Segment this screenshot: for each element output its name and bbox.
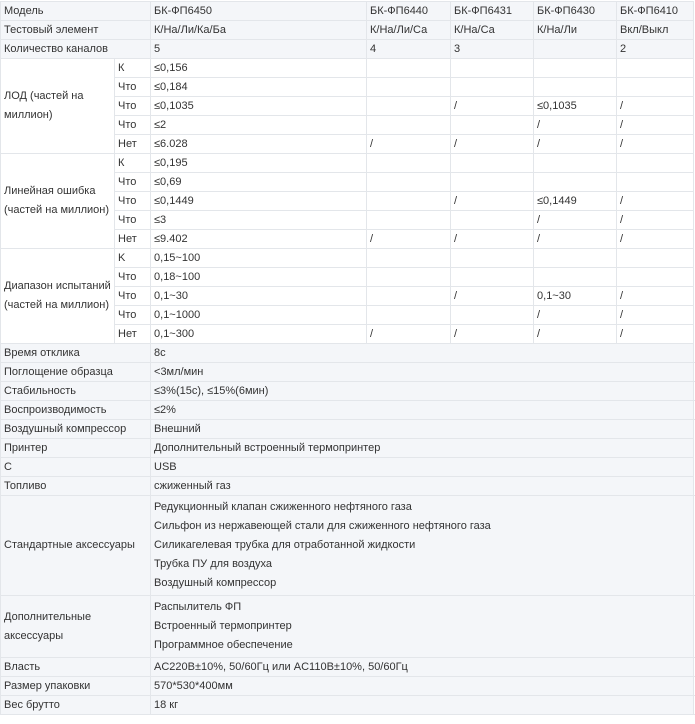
table-cell: / — [451, 287, 534, 306]
printer-row — [1, 439, 694, 458]
table-cell — [367, 306, 451, 325]
table-cell — [367, 78, 451, 97]
table-cell — [451, 268, 534, 287]
row-label: Принтер — [1, 439, 151, 458]
reproducibility-row — [1, 401, 694, 420]
table-cell: ≤0,1449 — [151, 192, 367, 211]
table-cell: К/На/Ли/Са — [367, 21, 451, 40]
power-row — [1, 658, 694, 677]
table-cell — [367, 211, 451, 230]
accessory-item: Воздушный компрессор — [154, 577, 277, 589]
standard-accessories-row — [1, 496, 694, 596]
element-label: Что — [115, 211, 151, 230]
element-label: Что — [115, 306, 151, 325]
table-cell — [367, 287, 451, 306]
element-label: Нет — [115, 230, 151, 249]
row-value: 570*530*400мм — [151, 677, 694, 696]
header-row — [1, 2, 694, 21]
table-cell: ≤0,1035 — [151, 97, 367, 116]
table-cell: К/На/Са — [451, 21, 534, 40]
group-label: Линейная ошибка (частей на миллион) — [1, 154, 115, 249]
row-label: Время отклика — [1, 344, 151, 363]
accessory-item: Распылитель ФП — [154, 601, 242, 613]
table-cell: / — [451, 192, 534, 211]
row-value: Дополнительный встроенный термопринтер — [151, 439, 694, 458]
row-label: Поглощение образца — [1, 363, 151, 382]
table-cell: К/На/Ли — [534, 21, 617, 40]
element-label: K — [115, 249, 151, 268]
table-cell — [451, 116, 534, 135]
table-cell: ≤9.402 — [151, 230, 367, 249]
table-cell: 0,18~100 — [151, 268, 367, 287]
table-cell — [451, 59, 534, 78]
row-label: Дополнительные аксессуары — [1, 596, 151, 658]
table-cell: / — [367, 135, 451, 154]
table-cell: / — [617, 192, 694, 211]
table-cell — [367, 249, 451, 268]
table-cell: / — [534, 135, 617, 154]
table-cell — [617, 78, 694, 97]
table-cell: ≤0,69 — [151, 173, 367, 192]
table-cell: ≤3 — [151, 211, 367, 230]
row-value: Внешний — [151, 420, 694, 439]
table-cell — [367, 116, 451, 135]
table-cell: / — [617, 306, 694, 325]
table-cell — [534, 249, 617, 268]
accessory-item: Трубка ПУ для воздуха — [154, 558, 272, 570]
row-label: Стабильность — [1, 382, 151, 401]
test-element-row — [1, 21, 694, 40]
table-cell: ≤0,184 — [151, 78, 367, 97]
c-row — [1, 458, 694, 477]
accessory-list — [151, 496, 694, 596]
row-value: сжиженный газ — [151, 477, 694, 496]
table-cell — [617, 173, 694, 192]
accessory-list — [151, 596, 694, 658]
table-cell: 0,1~30 — [534, 287, 617, 306]
model-name: БК-ФП6440 — [367, 2, 451, 21]
table-cell: / — [534, 230, 617, 249]
row-value: USB — [151, 458, 694, 477]
table-cell — [367, 97, 451, 116]
table-cell: / — [617, 211, 694, 230]
table-cell — [534, 173, 617, 192]
element-label: Что — [115, 116, 151, 135]
lod-row — [1, 59, 694, 78]
table-cell — [451, 173, 534, 192]
table-cell: / — [451, 97, 534, 116]
table-cell: ≤6.028 — [151, 135, 367, 154]
table-cell — [367, 192, 451, 211]
row-label: Топливо — [1, 477, 151, 496]
row-value: ≤3%(15с), ≤15%(6мин) — [151, 382, 694, 401]
air-compressor-row — [1, 420, 694, 439]
model-name: БК-ФП6430 — [534, 2, 617, 21]
table-cell: / — [367, 325, 451, 344]
element-label: Что — [115, 173, 151, 192]
row-label: Количество каналов — [1, 40, 151, 59]
table-cell — [534, 59, 617, 78]
table-cell: / — [617, 116, 694, 135]
table-cell — [367, 59, 451, 78]
table-cell — [451, 78, 534, 97]
accessory-item: Программное обеспечение — [154, 639, 293, 651]
row-value: AC220В±10%, 50/60Гц или AC110В±10%, 50/60Гц — [151, 658, 694, 677]
table-cell: ≤2 — [151, 116, 367, 135]
element-label: К — [115, 59, 151, 78]
accessory-item: Сильфон из нержавеющей стали для сжиженного нефтяного газа — [154, 520, 491, 532]
accessory-item: Редукционный клапан сжиженного нефтяного газа — [154, 501, 412, 513]
row-label: С — [1, 458, 151, 477]
table-cell: ≤0,1449 — [534, 192, 617, 211]
table-cell — [534, 154, 617, 173]
table-cell — [617, 59, 694, 78]
gross-weight-row — [1, 696, 694, 715]
element-label: Что — [115, 78, 151, 97]
table-cell: / — [451, 325, 534, 344]
table-cell: / — [534, 325, 617, 344]
test-range-row — [1, 249, 694, 268]
table-cell: К/На/Ли/Ка/Ба — [151, 21, 367, 40]
group-label: ЛОД (частей на миллион) — [1, 59, 115, 154]
table-cell: 0,1~300 — [151, 325, 367, 344]
table-cell: / — [534, 211, 617, 230]
table-cell: 0,1~1000 — [151, 306, 367, 325]
table-cell — [367, 173, 451, 192]
row-label: Власть — [1, 658, 151, 677]
element-label: К — [115, 154, 151, 173]
response-time-row — [1, 344, 694, 363]
table-cell — [534, 40, 617, 59]
channels-row — [1, 40, 694, 59]
element-label: Что — [115, 268, 151, 287]
model-label: Модель — [1, 2, 151, 21]
row-value: 18 кг — [151, 696, 694, 715]
table-cell — [451, 154, 534, 173]
optional-accessories-row — [1, 596, 694, 658]
element-label: Что — [115, 192, 151, 211]
table-cell: / — [617, 135, 694, 154]
element-label: Нет — [115, 325, 151, 344]
row-label: Размер упаковки — [1, 677, 151, 696]
linear-error-row — [1, 154, 694, 173]
package-size-row — [1, 677, 694, 696]
model-name: БК-ФП6431 — [451, 2, 534, 21]
accessory-item: Встроенный термопринтер — [154, 620, 292, 632]
row-label: Вес брутто — [1, 696, 151, 715]
sample-absorption-row — [1, 363, 694, 382]
element-label: Нет — [115, 135, 151, 154]
table-cell — [617, 154, 694, 173]
table-cell: ≤0,156 — [151, 59, 367, 78]
row-label: Воздушный компрессор — [1, 420, 151, 439]
stability-row — [1, 382, 694, 401]
table-cell: / — [534, 306, 617, 325]
table-cell: 2 — [617, 40, 694, 59]
model-name: БК-ФП6450 — [151, 2, 367, 21]
table-cell: / — [367, 230, 451, 249]
table-cell — [451, 211, 534, 230]
row-value: 8с — [151, 344, 694, 363]
table-cell: / — [451, 135, 534, 154]
table-cell: 3 — [451, 40, 534, 59]
row-label: Тестовый элемент — [1, 21, 151, 40]
element-label: Что — [115, 97, 151, 116]
table-cell: ≤0,1035 — [534, 97, 617, 116]
table-cell — [534, 268, 617, 287]
group-label: Диапазон испытаний (частей на миллион) — [1, 249, 115, 344]
table-cell: 0,1~30 — [151, 287, 367, 306]
element-label: Что — [115, 287, 151, 306]
table-cell: ≤0,195 — [151, 154, 367, 173]
table-cell: Вкл/Выкл — [617, 21, 694, 40]
table-cell: / — [617, 287, 694, 306]
table-cell: / — [617, 230, 694, 249]
table-cell — [617, 249, 694, 268]
table-cell: / — [617, 325, 694, 344]
table-cell — [367, 268, 451, 287]
accessory-item: Силикагелевая трубка для отработанной жидкости — [154, 539, 416, 551]
table-cell — [617, 268, 694, 287]
spec-table — [0, 1, 694, 715]
fuel-row — [1, 477, 694, 496]
table-cell: / — [534, 116, 617, 135]
table-cell — [451, 249, 534, 268]
row-label: Стандартные аксессуары — [1, 496, 151, 596]
model-name: БК-ФП6410 — [617, 2, 694, 21]
table-cell — [367, 154, 451, 173]
table-cell: 0,15~100 — [151, 249, 367, 268]
row-value: ≤2% — [151, 401, 694, 420]
row-value: <3мл/мин — [151, 363, 694, 382]
table-cell — [451, 306, 534, 325]
table-cell: / — [617, 97, 694, 116]
row-label: Воспроизводимость — [1, 401, 151, 420]
table-cell: 4 — [367, 40, 451, 59]
table-cell: 5 — [151, 40, 367, 59]
table-cell — [534, 78, 617, 97]
table-cell: / — [451, 230, 534, 249]
